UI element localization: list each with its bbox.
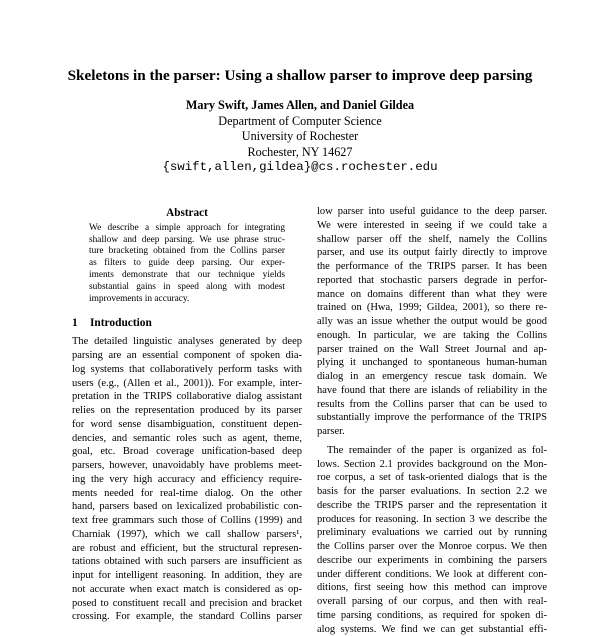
text-line: dialog in an emergency rescue task domain. We: [317, 370, 547, 384]
text-line: low parser into useful guidance to the deep parser.: [317, 205, 547, 219]
text-line: ture bracketing obtained from the Collins parser: [89, 246, 285, 258]
text-line: time parsing conditions, as required for spoken di-: [317, 609, 547, 623]
text-line: shallow parser off the shelf, namely the Collins: [317, 233, 547, 247]
text-line: the Collins parser over the Monroe corpus. We then: [317, 540, 547, 554]
text-line: dencies, and semantic roles such as agent, theme,: [72, 432, 302, 446]
text-line: roe corpus, a set of task-oriented dialogs that is the: [317, 471, 547, 485]
section-heading-introduction: [72, 316, 302, 330]
text-line: for word sense disambiguation, constituent depen-: [72, 418, 302, 432]
text-line: improvements in accuracy.: [89, 294, 285, 306]
text-line: We were interested in seeing if we could take a: [317, 219, 547, 233]
text-line: mance on domains different than what they were: [317, 288, 547, 302]
text-line: lows. Section 2.1 provides background on the Mon-: [317, 458, 547, 472]
left-column: [72, 205, 302, 624]
text-line: The remainder of the paper is organized as fol-: [317, 444, 547, 458]
text-line: input for intelligent reasoning. In addition, they are: [72, 569, 302, 583]
text-line: ally was an issue whether the output would be good: [317, 315, 547, 329]
text-line: describe our experiments in combining the parsers: [317, 554, 547, 568]
author-names: Mary Swift, James Allen, and Daniel Gildea: [0, 98, 600, 114]
text-line: We describe a simple approach for integrating: [89, 223, 285, 235]
text-line: parsers, however, unavoidably have problems meet-: [72, 459, 302, 473]
text-line: produces for reasoning. In section 3 we describe the: [317, 513, 547, 527]
text-line: log systems that collaboratively perform tasks with: [72, 363, 302, 377]
author-block: [0, 98, 600, 176]
section-number: 1: [72, 316, 90, 330]
text-line: posed to constituent recall and precision and bracket: [72, 597, 302, 611]
text-line: The detailed linguistic analyses generated by deep: [72, 335, 302, 349]
text-line: tations obtained with such parsers are insufficient as: [72, 555, 302, 569]
text-line: Charniak (1997), which we call shallow parsers¹,: [72, 528, 302, 542]
text-line: hand, parsers based on lexicalized probabilistic con-: [72, 500, 302, 514]
text-line: trained on (Hwa, 1999; Gildea, 2001), so there re-: [317, 301, 547, 315]
text-line: plying it unchanged to spontaneous human-human: [317, 356, 547, 370]
text-line: pretation in the TRIPS collaborative dialog assistant: [72, 390, 302, 404]
affiliation-department: Department of Computer Science: [0, 114, 600, 130]
text-line: overall parsing of our corpus, and then with real-: [317, 595, 547, 609]
text-line: crossing. For example, the standard Collins parser: [72, 610, 302, 624]
text-line: basis for the parser evaluations. In section 2.2 we: [317, 485, 547, 499]
text-line: alog systems. We find we can get substantial effi-: [317, 623, 547, 636]
text-line: results from the Collins parser that can be used to: [317, 398, 547, 412]
text-line: enough. In particular, we are taking the Collins: [317, 329, 547, 343]
affiliation-university: University of Rochester: [0, 129, 600, 145]
text-line: parser.: [317, 425, 547, 439]
text-line: not accurate when exact match is considered as op-: [72, 583, 302, 597]
text-line: goal, etc. Broad coverage unification-based deep: [72, 445, 302, 459]
text-line: reported that stochastic parsers degrade in perfor-: [317, 274, 547, 288]
text-line: iments demonstrate that our technique yields: [89, 270, 285, 282]
text-line: as filters to guide deep parsing. Our exper-: [89, 258, 285, 270]
text-line: ments needed for real-time dialog. On the other: [72, 487, 302, 501]
text-line: relies on the representation produced by its parser: [72, 404, 302, 418]
text-line: are robust and efficient, but the structural represen-: [72, 542, 302, 556]
intro-paragraph: [72, 335, 302, 624]
text-line: preliminary evaluations we carried out by running: [317, 526, 547, 540]
text-line: text free grammars such those of Collins (1999) and: [72, 514, 302, 528]
text-line: describe the TRIPS parser and the representation it: [317, 499, 547, 513]
text-line: substantial gains in speed along with modest: [89, 282, 285, 294]
abstract-body: [89, 223, 285, 306]
right-column: [317, 205, 547, 636]
author-email: {swift,allen,gildea}@cs.rochester.edu: [0, 160, 600, 176]
text-line: parser trained on the Wall Street Journal and ap-: [317, 343, 547, 357]
text-line: substantially improve the performance of the TRIPS: [317, 411, 547, 425]
text-line: users (e.g., (Allen et al., 2001)). For example, inter-: [72, 377, 302, 391]
text-line: parser, and use its output fairly directly to improve: [317, 246, 547, 260]
text-line: under different conditions. We look at different con-: [317, 568, 547, 582]
body-paragraph-2: [317, 444, 547, 636]
body-paragraph-1: [317, 205, 547, 439]
affiliation-address: Rochester, NY 14627: [0, 145, 600, 161]
text-line: the performance of the TRIPS parser. It has been: [317, 260, 547, 274]
text-line: ing the very high accuracy and efficiency require-: [72, 473, 302, 487]
abstract-heading: Abstract: [72, 207, 302, 221]
text-line: have found that there are islands of reliability in the: [317, 384, 547, 398]
text-line: parsing are an essential component of spoken dia-: [72, 349, 302, 363]
text-line: ditions, first seeing how this method can improve: [317, 581, 547, 595]
text-line: shallow and deep parsing. We use phrase struc-: [89, 235, 285, 247]
paper-title: Skeletons in the parser: Using a shallow parser to improve deep parsing: [0, 67, 600, 85]
section-title: Introduction: [90, 317, 152, 329]
